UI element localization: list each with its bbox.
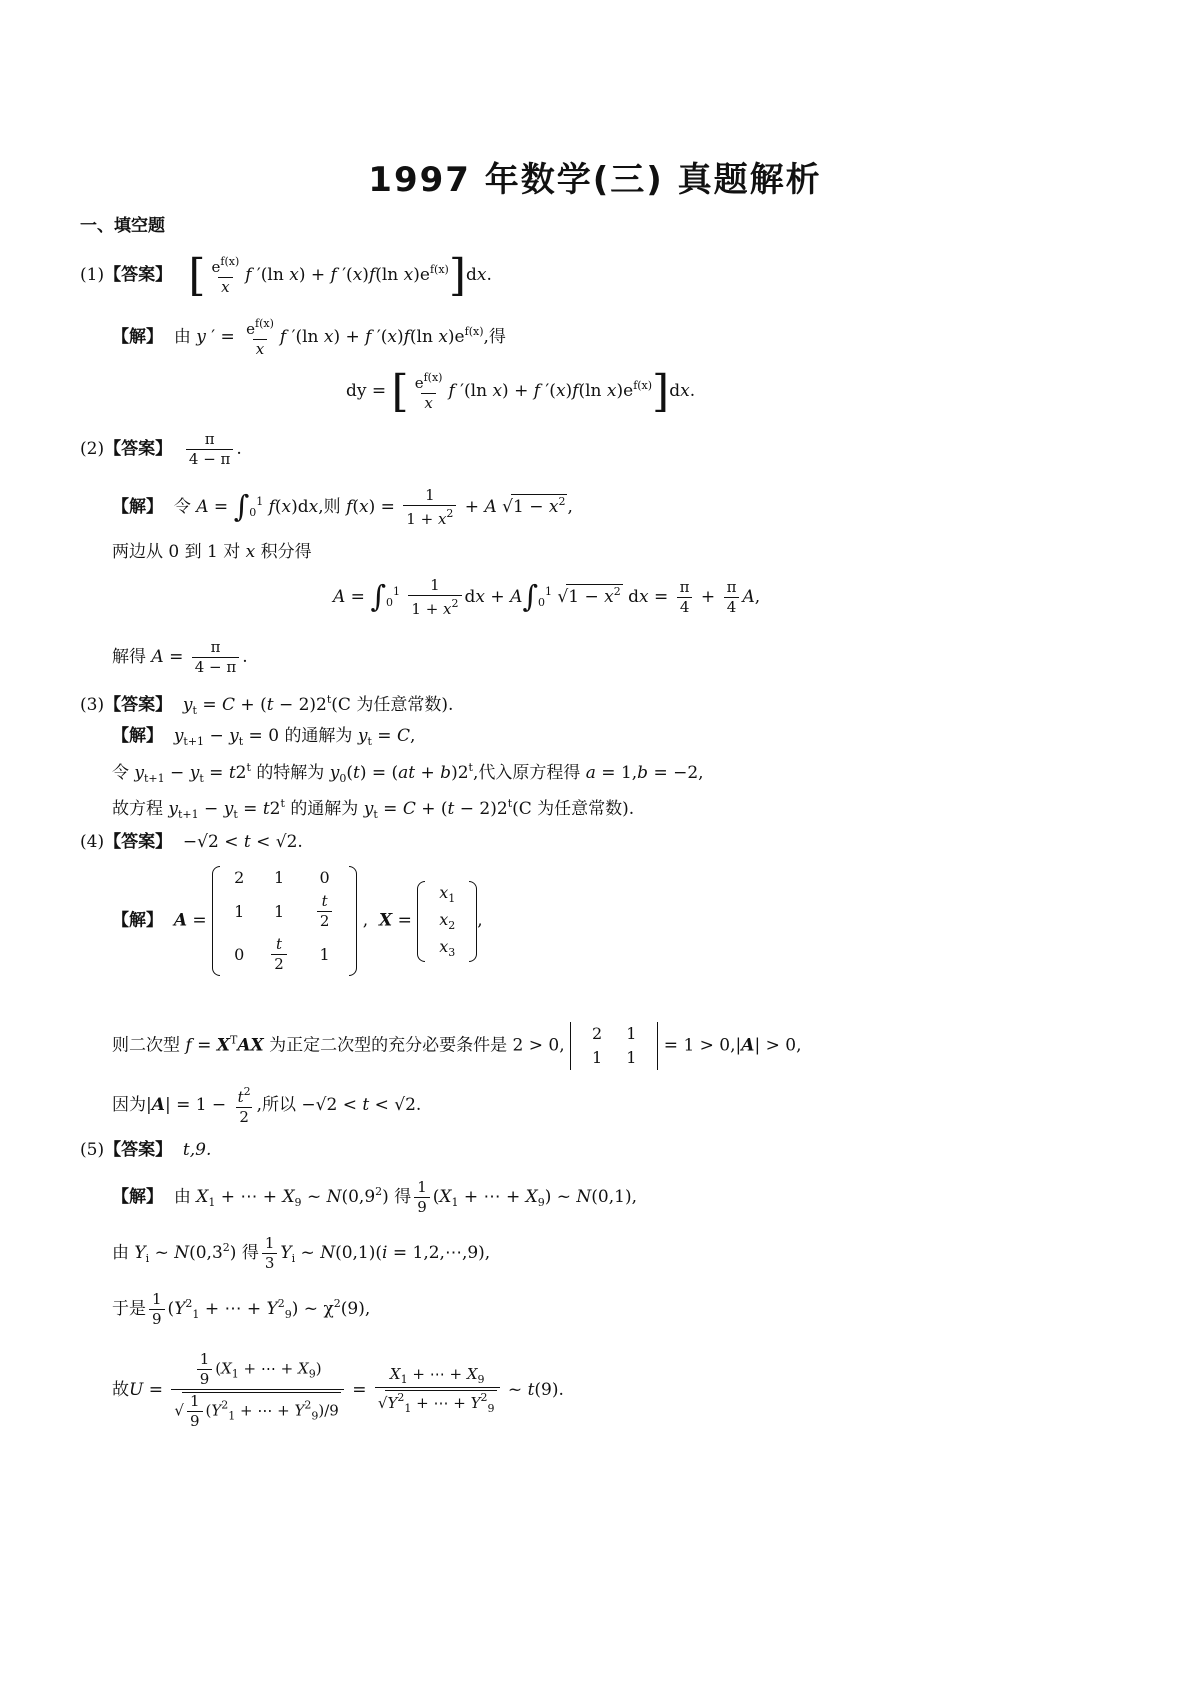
q5-number: (5) (80, 1140, 105, 1160)
q4-matrix-line: 【解】 A = 2 1 0 1 1 $\frac{t}{2}$ 0 $\frac{t}{2}$ 1 , X = $x_1$ $x_2$ $x_3$ , (112, 866, 483, 976)
q4-line2-b: 为正定二次型的充分必要条件是 (269, 1035, 508, 1056)
q5-l2-b: 得 (241, 1243, 259, 1263)
matrix-a: 2 1 0 1 1 $\frac{t}{2}$ 0 $\frac{t}{2}$ 1 (212, 866, 357, 976)
solution-label: 【解】 (112, 497, 163, 517)
solution-label: 【解】 (112, 1187, 163, 1207)
q4-number: (4) (80, 832, 105, 852)
q3-sol3: 故方程 $y_{t+1} - y_t = t2^t$ 的通解为 $y_t = C + (t - 2)2^t(C$ 为任意常数). (112, 797, 635, 821)
q4-line3-b: ,所以 (256, 1095, 297, 1115)
answer-label: 【答案】 (104, 1140, 173, 1160)
q2-result: 解得 A = $\frac{\pi}{4 - \pi}$ . (112, 638, 248, 676)
q5-line3: 于是 $\frac{1}{9}$ ($Y^2_1$ + ⋯ + $Y^2_9$) ~ $\chi^2(9)$, (112, 1290, 371, 1328)
q3-s3-b: 的通解为 (290, 799, 359, 819)
answer-label: 【答案】 (104, 439, 173, 459)
answer-label: 【答案】 (104, 695, 173, 715)
q3-s2-b: 的特解为 (256, 763, 325, 783)
q3-s1-tail: 的通解为 (284, 726, 353, 746)
q1-sol-mid: ,得 (483, 327, 506, 347)
q2-number: (2) (80, 439, 105, 459)
q3-sol2: 令 $y_{t+1} - y_t = t2^t$ 的特解为 $y_0(t) = (at + b)2^t$,代入原方程得 a = 1,b = −2, (112, 761, 704, 785)
q4-answer: (4)【答案】 −√2 < t < √2. (80, 832, 303, 852)
q2-line2-b: 积分得 (260, 542, 312, 562)
section-heading: 一、填空题 (80, 216, 165, 236)
q4-line3: 因为|A| = 1 − $\frac{t^2}{2}$ ,所以 −√2 < t < √2. (112, 1085, 422, 1126)
solution-label: 【解】 (112, 327, 163, 347)
q2-answer: (2)【答案】 $\frac{\pi}{4 - \pi}$ . (80, 430, 242, 468)
q2-line4: 解得 (112, 647, 146, 667)
q2-sol-b: ,则 (318, 497, 341, 517)
q1-solution: 【解】 由 y ′ = $\frac{e^{f(x)}}{x}$ f ′(ln x) + f ′(x)f(ln $x)e^{f(x)}$,得 (112, 317, 506, 358)
q1-dy-label: dy = (346, 381, 387, 401)
q2-integral: $A = \int_0^1$ $\frac{1}{1 + x^2}$ dx + $A\int_0^1$ $√1 - x^2$ dx = $\frac{\pi}{4}$ + $\frac{\pi}{4}$ A, (333, 576, 761, 618)
q5-l2-a: 由 (112, 1243, 129, 1263)
answer-label: 【答案】 (104, 832, 173, 852)
q5-l3-a: 于是 (112, 1299, 146, 1319)
q2-solution: 【解】 令 $A = \int_0^1$ f(x)dx,则 f(x) = $\frac{1}{1 + x^2}$ + A $√1 - x^2$ , (112, 486, 573, 528)
q3-sol1: 【解】 $y_{t+1} - y_t = 0$ 的通解为 $y_t = C$, (112, 726, 416, 748)
q3-answer-tail-2: (C 为任意常数). (512, 799, 635, 819)
q5-l4-a: 故 (112, 1380, 129, 1400)
q1-answer: (1)【答案】 [ $\frac{e^{f(x)}}{x}$ f ′(ln x) + f ′(x)f(ln $x)e^{f(x)}]dx$. (80, 249, 492, 301)
q2-sol-a: 令 (173, 497, 191, 517)
q3-s3-a: 故方程 (112, 799, 163, 819)
q5-line1: 【解】 由 $X_1$ + ⋯ + $X_9$ ~ $N(0,9^2)$ 得 $\frac{1}{9}$ ($X_1$ + ⋯ + $X_9$) ~ N(0,1), (112, 1178, 637, 1216)
answer-label: 【答案】 (104, 265, 173, 285)
q5-line2: 由 $Y_i$ ~ $N(0,3^2)$ 得 $\frac{1}{3}$ $Y_i$ ~ N(0,1)(i = 1,2,⋯,9), (112, 1234, 491, 1272)
q5-l1-b: 得 (394, 1187, 412, 1207)
q5-answer (80, 1142, 211, 1159)
q5-l1-a: 由 (173, 1187, 191, 1207)
q1-number: (1) (80, 265, 105, 285)
determinant: 2 1 1 1 (570, 1022, 658, 1070)
q1-sol-intro: 由 (173, 327, 191, 347)
q1-dy: dy = [ $\frac{e^{f(x)}}{x}$ f ′(ln x) + f ′(x)f(ln $x)e^{f(x)}]dx$. (346, 365, 696, 417)
solution-label: 【解】 (112, 910, 163, 931)
q2-line2-text: 两边从 0 到 1 对 (112, 542, 241, 562)
q4-line2: 则二次型 $f = X^TAX$ 为正定二次型的充分必要条件是 2 > 0, 2 1 1 1 = 1 > 0,|A| > 0, (112, 1022, 801, 1070)
q3-number: (3) (80, 695, 105, 715)
q3-answer-tail: (C 为任意常数). (331, 695, 454, 715)
q4-line2-a: 则二次型 (112, 1035, 180, 1056)
vector-x: $x_1$ $x_2$ $x_3$ (417, 881, 477, 962)
q5-answer-value: t,9. (182, 1140, 212, 1160)
q3-s2-a: 令 (112, 763, 129, 783)
q2-line2: 两边从 0 到 1 对 x 积分得 (112, 542, 312, 562)
q3-s2-c: ,代入原方程得 (472, 763, 581, 783)
q4-line3-a: 因为 (112, 1095, 146, 1115)
solution-label: 【解】 (112, 726, 163, 746)
page-title: 1997 年数学(三) 真题解析 (368, 160, 822, 200)
q5-line4: 故U = $\frac{1}{9}$ ($X_1$ + ⋯ + $X_9$) √ $\frac{1}{9}$ ($Y^2_1$ + ⋯ + $Y^2_9)/9$ = $\frac{X_1 + \cdots + X_9}{√Y^2_1 + \cdots + Y^2_9}$ ~ t(9). (112, 1350, 564, 1430)
q3-answer: (3)【答案】 $y_t = C + (t - 2)2^t(C$ 为任意常数). (80, 693, 454, 717)
